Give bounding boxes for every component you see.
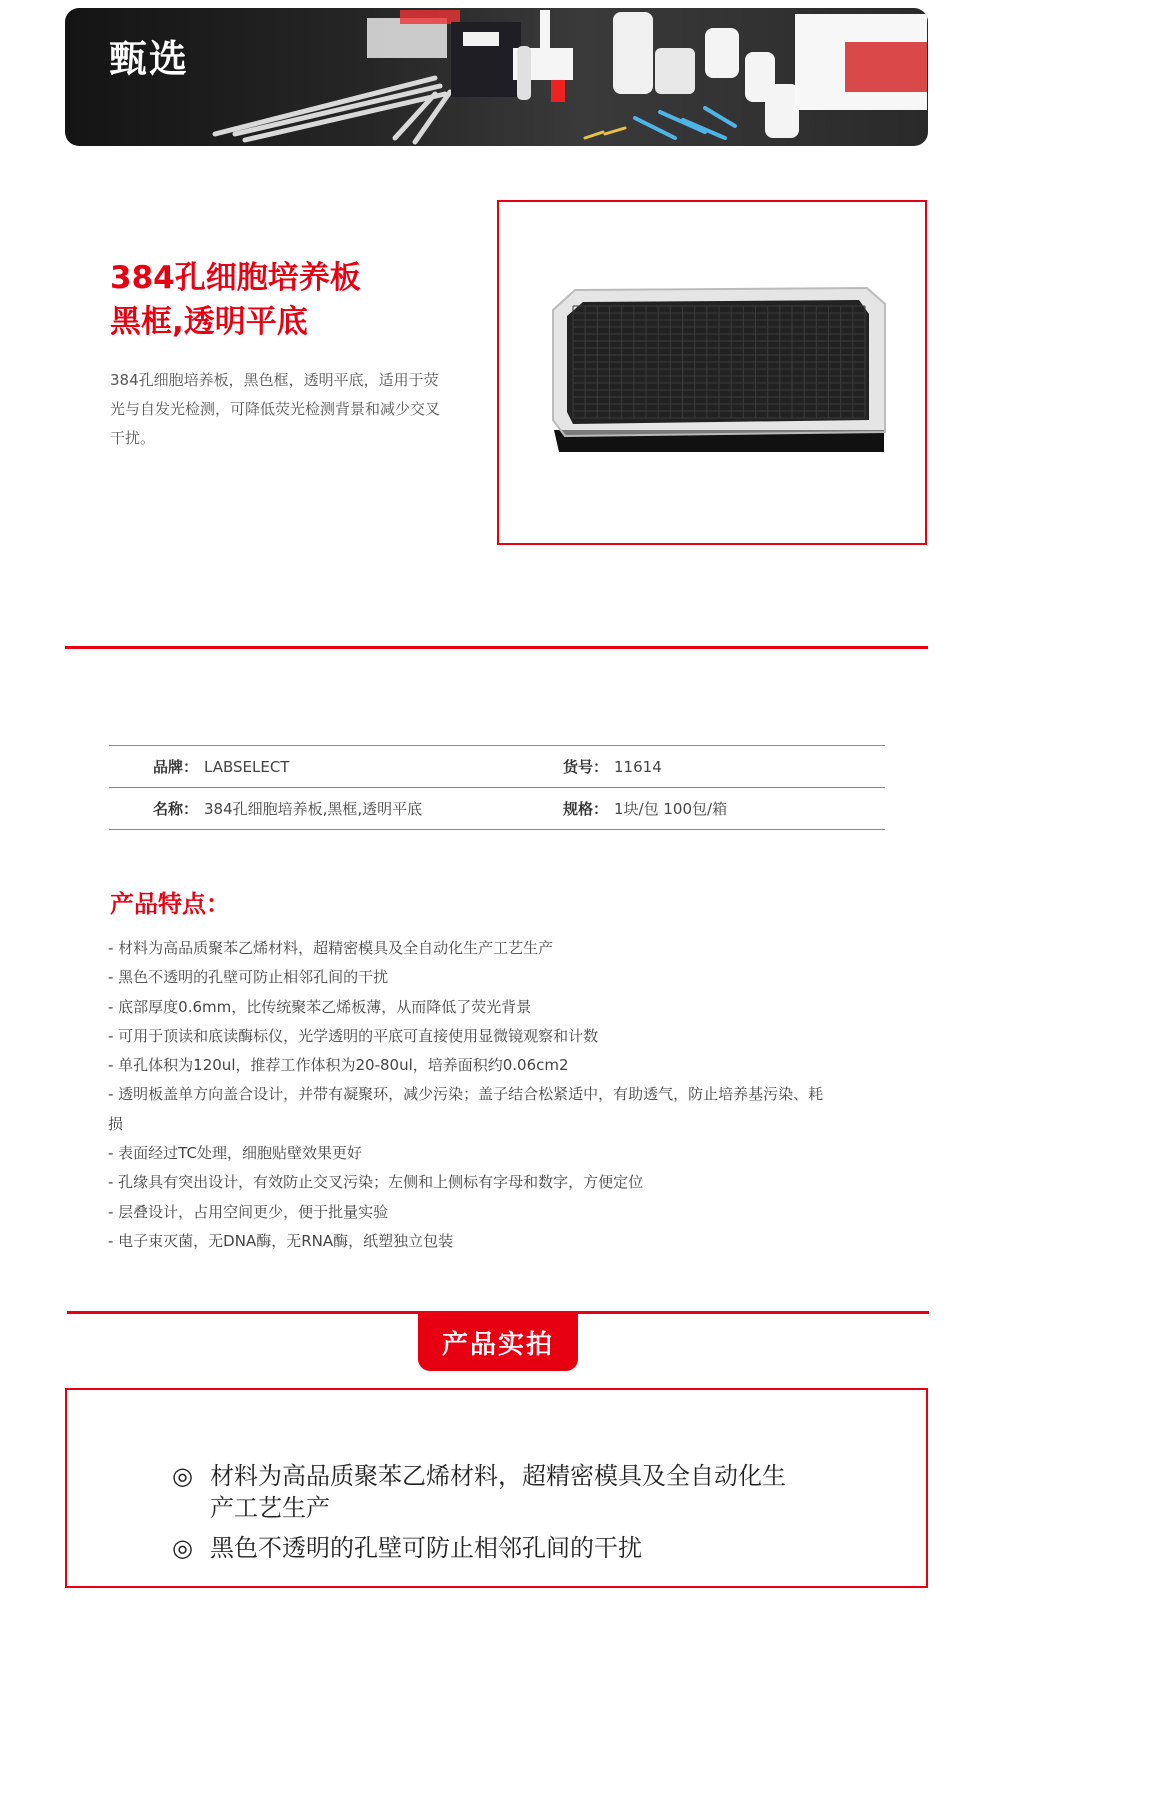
photo-bullets xyxy=(172,1460,792,1572)
features-list xyxy=(108,934,828,1256)
spec-item-no xyxy=(519,756,662,777)
spec-name-label: 名称： xyxy=(153,800,199,818)
feature-item: - 底部厚度0.6mm，比传统聚苯乙烯板薄，从而降低了荧光背景 xyxy=(108,997,532,1016)
feature-item: - 孔缘具有突出设计，有效防止交叉污染；左侧和上侧标有字母和数字，方便定位 xyxy=(108,1173,644,1192)
product-title-line-2: 黑框,透明平底 xyxy=(110,304,308,340)
feature-item: - 可用于顶读和底读酶标仪，光学透明的平底可直接使用显微镜观察和计数 xyxy=(108,1026,599,1045)
photo-bullet-text: 黑色不透明的孔壁可防止相邻孔间的干扰 xyxy=(210,1534,642,1562)
product-image-frame xyxy=(497,200,927,545)
spec-table xyxy=(109,745,885,830)
feature-item: - 黑色不透明的孔壁可防止相邻孔间的干扰 xyxy=(108,968,389,987)
spec-pack-label: 规格： xyxy=(563,800,609,818)
bullet-mark-icon: ◎ xyxy=(172,1462,193,1490)
spec-pack xyxy=(519,798,727,819)
spec-item-value: 11614 xyxy=(614,757,662,776)
spec-brand-value: LABSELECT xyxy=(204,757,290,776)
spec-pack-value: 1块/包 100包/箱 xyxy=(614,800,728,818)
photo-bullet-text: 材料为高品质聚苯乙烯材料，超精密模具及全自动化生产工艺生产 xyxy=(210,1462,786,1522)
feature-item: - 单孔体积为120ul，推荐工作体积为20-80ul，培养面积约0.06cm2 xyxy=(108,1056,569,1075)
section-divider xyxy=(65,646,928,649)
spec-item-label: 货号： xyxy=(563,758,609,776)
feature-item: - 透明板盖单方向盖合设计，并带有凝聚环，减少污染；盖子结合松紧适中，有助透气，防止培养基污染、耗损 xyxy=(108,1085,824,1133)
bullet-mark-icon: ◎ xyxy=(172,1534,193,1562)
product-description: 384孔细胞培养板，黑色框，透明平底，适用于荧光与自发光检测，可降低荧光检测背景和减少交叉干扰。 xyxy=(110,371,441,447)
product-title-line-1: 384孔细胞培养板 xyxy=(110,260,361,296)
banner xyxy=(65,8,928,146)
plate-image xyxy=(499,202,925,543)
photo-bullet xyxy=(172,1532,792,1564)
spec-name-value: 384孔细胞培养板,黑框,透明平底 xyxy=(204,800,423,818)
brand-logo: 甄选 xyxy=(109,37,190,81)
spec-brand xyxy=(109,756,519,777)
spec-row xyxy=(109,787,885,830)
spec-row xyxy=(109,745,885,787)
lab-products-image xyxy=(205,8,928,146)
feature-item: - 电子束灭菌，无DNA酶，无RNA酶，纸塑独立包装 xyxy=(108,1231,454,1250)
photo-bullet xyxy=(172,1460,792,1524)
spec-brand-label: 品牌： xyxy=(153,758,199,776)
photos-header: 产品实拍 xyxy=(418,1314,578,1371)
feature-item: - 表面经过TC处理，细胞贴壁效果更好 xyxy=(108,1144,362,1163)
spec-name xyxy=(109,798,519,819)
feature-item: - 材料为高品质聚苯乙烯材料，超精密模具及全自动化生产工艺生产 xyxy=(108,939,554,957)
features-heading: 产品特点： xyxy=(110,890,230,918)
product-title xyxy=(110,256,361,344)
feature-item: - 层叠设计，占用空间更少，便于批量实验 xyxy=(108,1202,389,1221)
